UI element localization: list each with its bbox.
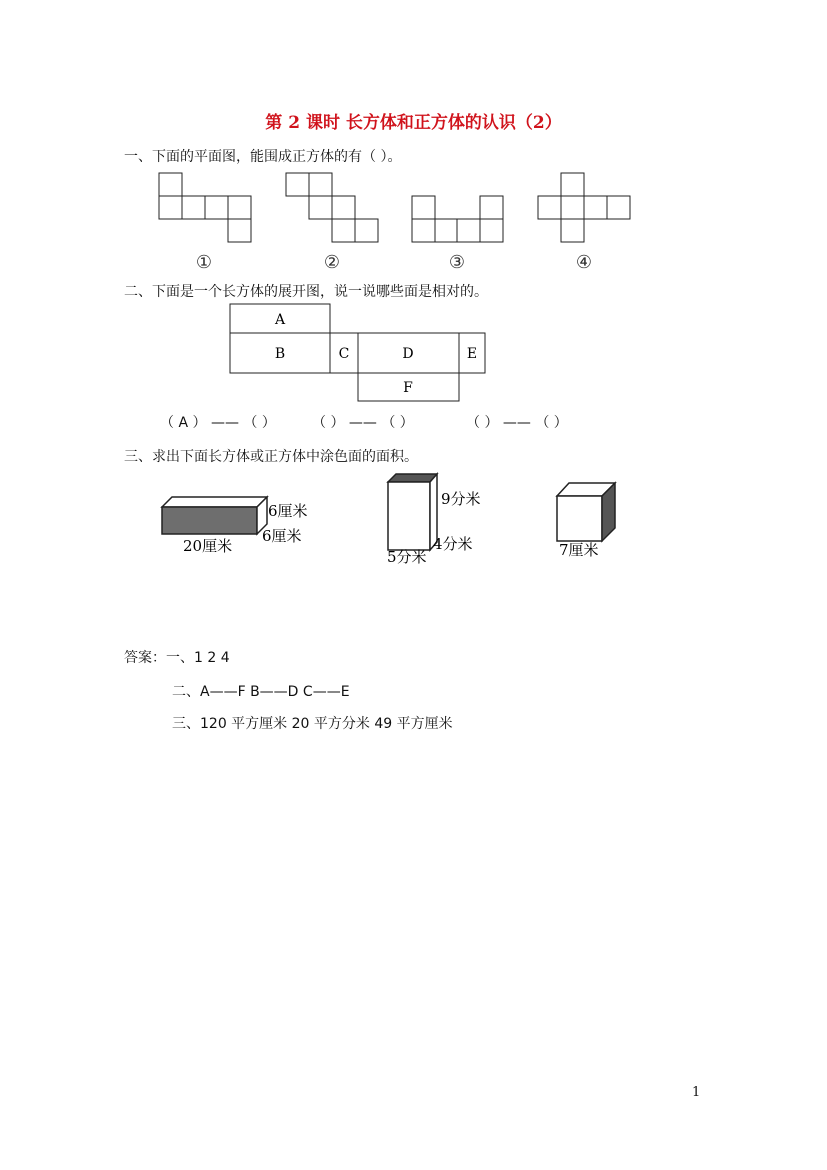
face-e-label: E: [466, 346, 478, 362]
pair-3: [466, 412, 568, 432]
pair-2: [312, 412, 414, 432]
pair-1-dash: ——: [210, 415, 239, 431]
page-title: 第 2 课时 长方体和正方体的认识（2）: [265, 113, 562, 133]
pair-1-right: （ ）: [243, 415, 276, 431]
face-c-label: C: [338, 346, 350, 362]
cuboid-1-height: 6厘米: [268, 502, 308, 520]
option-3-label: ③: [448, 252, 466, 273]
net-4: [538, 173, 630, 242]
cuboid-1-width: 6厘米: [262, 527, 302, 545]
question-1-figures: [150, 168, 650, 273]
option-2-label: ②: [323, 252, 341, 273]
face-a-label: A: [274, 312, 286, 328]
pair-1: [160, 412, 276, 432]
cuboid-2-depth: 4分米: [433, 535, 473, 553]
question-2-text: 二、下面是一个长方体的展开图，说一说哪些面是相对的。: [124, 284, 488, 300]
pair-2-left: （ ）: [312, 415, 345, 431]
cube-3-edge: 7厘米: [559, 541, 599, 559]
pair-3-right: （ ）: [535, 415, 568, 431]
cuboid-2-width: 5分米: [387, 548, 427, 566]
cuboid-net: [228, 302, 490, 404]
cuboid-1-length: 20厘米: [183, 537, 233, 555]
answers-line-3: 三、120 平方厘米 20 平方分米 49 平方厘米: [172, 716, 453, 732]
option-4-label: ④: [575, 252, 593, 273]
face-d-label: D: [402, 346, 414, 362]
answers-line-1: 答案：一、1 2 4: [124, 650, 230, 666]
face-b-label: B: [274, 346, 286, 362]
cuboid-2-shaded-face: [388, 474, 437, 482]
answers-line-2: 二、A——F B——D C——E: [172, 684, 350, 700]
pair-3-left: （ ）: [466, 415, 499, 431]
option-1-label: ①: [195, 252, 213, 273]
cuboid-1-shaded-face: [162, 507, 257, 534]
cuboid-2: [380, 470, 500, 566]
face-f-label: F: [403, 380, 413, 396]
cuboid-2-height: 9分米: [441, 490, 481, 508]
question-1-text: 一、下面的平面图，能围成正方体的有（ ）。: [124, 149, 402, 165]
pair-1-left: （ A ）: [160, 415, 207, 431]
net-2: [286, 173, 378, 242]
cube-3: [550, 478, 630, 564]
pair-2-right: （ ）: [381, 415, 414, 431]
net-3: [412, 196, 503, 242]
net-1: [159, 173, 251, 242]
pair-3-dash: ——: [502, 415, 531, 431]
pair-2-dash: ——: [348, 415, 377, 431]
cuboid-1: [155, 492, 325, 562]
page-number: 1: [692, 1085, 701, 1100]
question-3-text: 三、求出下面长方体或正方体中涂色面的面积。: [124, 449, 418, 465]
